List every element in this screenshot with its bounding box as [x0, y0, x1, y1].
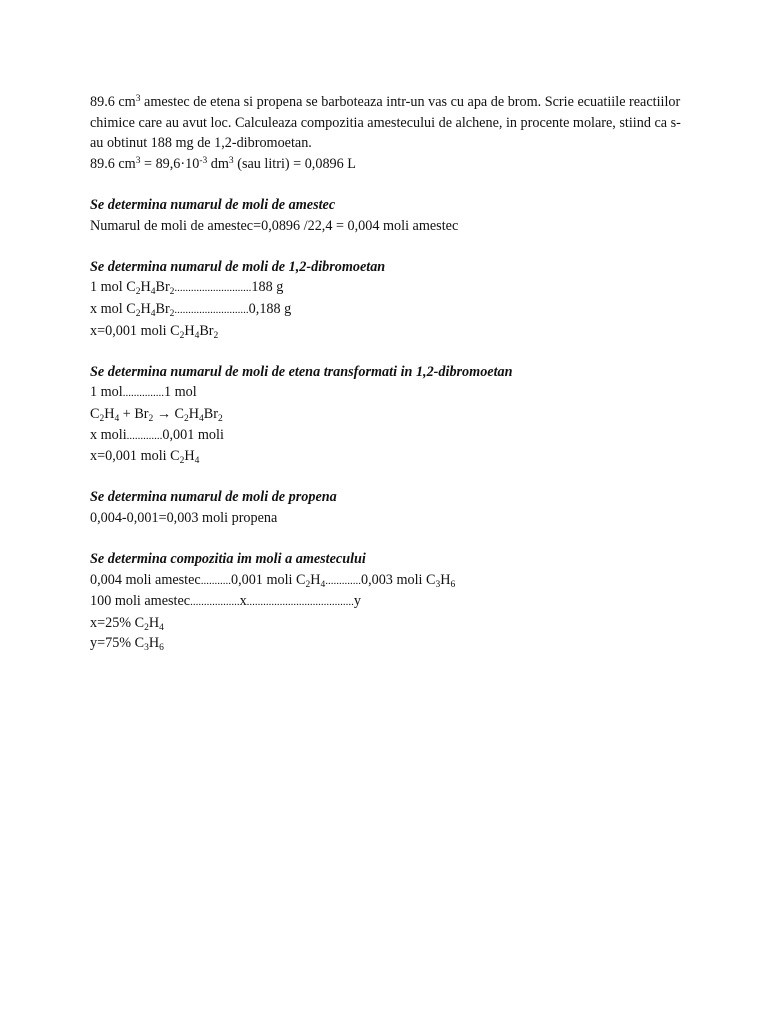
unit-conversion-line: 89.6 $cm^3 = 89,6\cdot 10^{-3}$ $dm^3$ (sau litri) = 0,0896 L [90, 155, 356, 172]
dibromoethane-result: x=0,001 moli $C_2H_4Br_2$ [90, 322, 219, 341]
composition-line-2: 100 moli amestec..................x.......................................y [90, 593, 362, 610]
dibromoethane-line-1: 1 mol $C_2H_4Br_2............................188$ g [90, 279, 284, 298]
propene-percent-result: y=75% $C_3H_6$ [90, 635, 164, 654]
section-heading-moles-ethene: Se determina numarul de moli de etena transformati in 1,2-dibromoetan [90, 363, 513, 380]
ethene-percent-result: x=25% $C_2H_4$ [90, 614, 164, 633]
moles-mixture-calculation: Numarul de moli de amestec=0,0896 /22,4 = 0,004 moli amestec [90, 217, 459, 234]
section-heading-moles-mixture: Se determina numarul de moli de amestec [90, 196, 336, 213]
section-heading-moles-dibromoethane: Se determina numarul de moli de 1,2-dibromoetan [90, 258, 386, 275]
problem-statement: 89.6 $cm^3$ amestec de etena si propena se barboteaza intr-un vas cu apa de brom. Scrie ecuatiile reactiilor chimice care au avut loc. Calculeaza compozitia amestecului de alchene, in procente molare, stiind ca s-au obtinut 188 mg de 1,2-dibromoetan. [90, 94, 681, 152]
section-heading-composition: Se determina compozitia im moli a amestecului [90, 551, 366, 568]
ethene-proportion-line: x moli.............0,001 moli [90, 426, 224, 443]
ethene-ratio-line: 1 mol...............1 mol [90, 384, 197, 401]
composition-line-1: 0,004 moli amestec...........0,001 moli $C_2H_4.............0,003$ moli $C_3H_6$ [90, 571, 456, 590]
dibromoethane-line-2: x mol $C_2H_4Br_2...........................0,188$ g [90, 300, 292, 319]
propene-calculation: 0,004-0,001=0,003 moli propena [90, 509, 278, 526]
document-page [90, 92, 690, 654]
section-heading-moles-propene: Se determina numarul de moli de propena [90, 489, 337, 506]
bromination-equation: $C_2H_4 + Br_2 \to C_2H_4Br_2$ [90, 405, 223, 424]
ethene-result: x=0,001 moli $C_2H_4$ [90, 448, 200, 467]
